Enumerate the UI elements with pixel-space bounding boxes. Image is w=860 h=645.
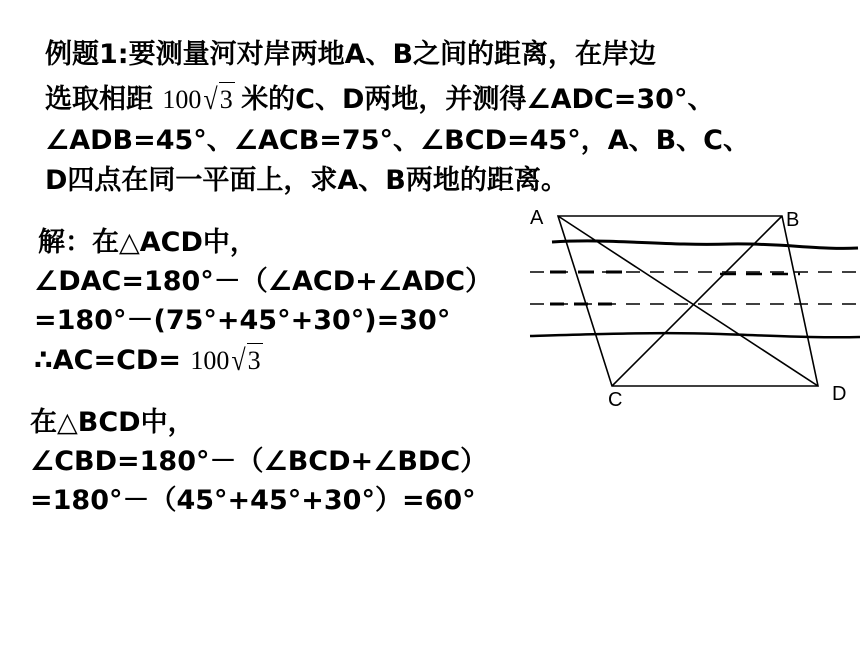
solution2-line-3: =180°－（45°+45°+30°）=60° [30, 485, 476, 516]
formula-coefficient: 100 [162, 85, 202, 114]
solution1-line-3: =180°－(75°+45°+30°)=30° [34, 305, 451, 336]
formula-radicand: 3 [247, 343, 263, 378]
problem-line-1: 例题1:要测量河对岸两地A、B之间的距离，在岸边 [45, 39, 657, 70]
formula-radicand: 3 [219, 82, 235, 117]
problem-line-2-suffix: 米的C、D两地，并测得∠ADC=30°、 [241, 84, 715, 115]
river-geometry-figure [520, 200, 860, 410]
solution1-line-2: ∠DAC=180°－（∠ACD+∠ADC） [34, 266, 493, 297]
solution1-line-1: 解：在△ACD中， [38, 227, 257, 258]
point-label-c: C [608, 389, 623, 410]
diagonal-ad [558, 216, 818, 386]
problem-line-2-prefix: 选取相距 [45, 84, 153, 115]
point-label-d: D [832, 383, 847, 405]
solution1-line-4 [34, 343, 263, 378]
distance-formula [162, 82, 241, 117]
problem-line-2 [45, 82, 714, 117]
point-label-b: B [786, 209, 800, 231]
formula-coefficient: 100 [190, 346, 230, 375]
solution1-line-4-prefix: ∴AC=CD= [34, 345, 181, 376]
problem-line-4: D四点在同一平面上，求A、B两地的距离。 [45, 165, 568, 196]
solution2-line-2: ∠CBD=180°－（∠BCD+∠BDC） [30, 446, 488, 477]
ac-value-formula [190, 343, 262, 378]
sqrt-symbol: √ [231, 343, 246, 378]
sqrt-symbol: √ [203, 82, 218, 117]
river-bank-bottom [530, 333, 860, 337]
point-label-a: A [530, 207, 544, 229]
problem-line-3: ∠ADB=45°、∠ACB=75°、∠BCD=45°，A、B、C、 [45, 125, 750, 156]
solution2-line-1: 在△BCD中， [30, 407, 195, 438]
